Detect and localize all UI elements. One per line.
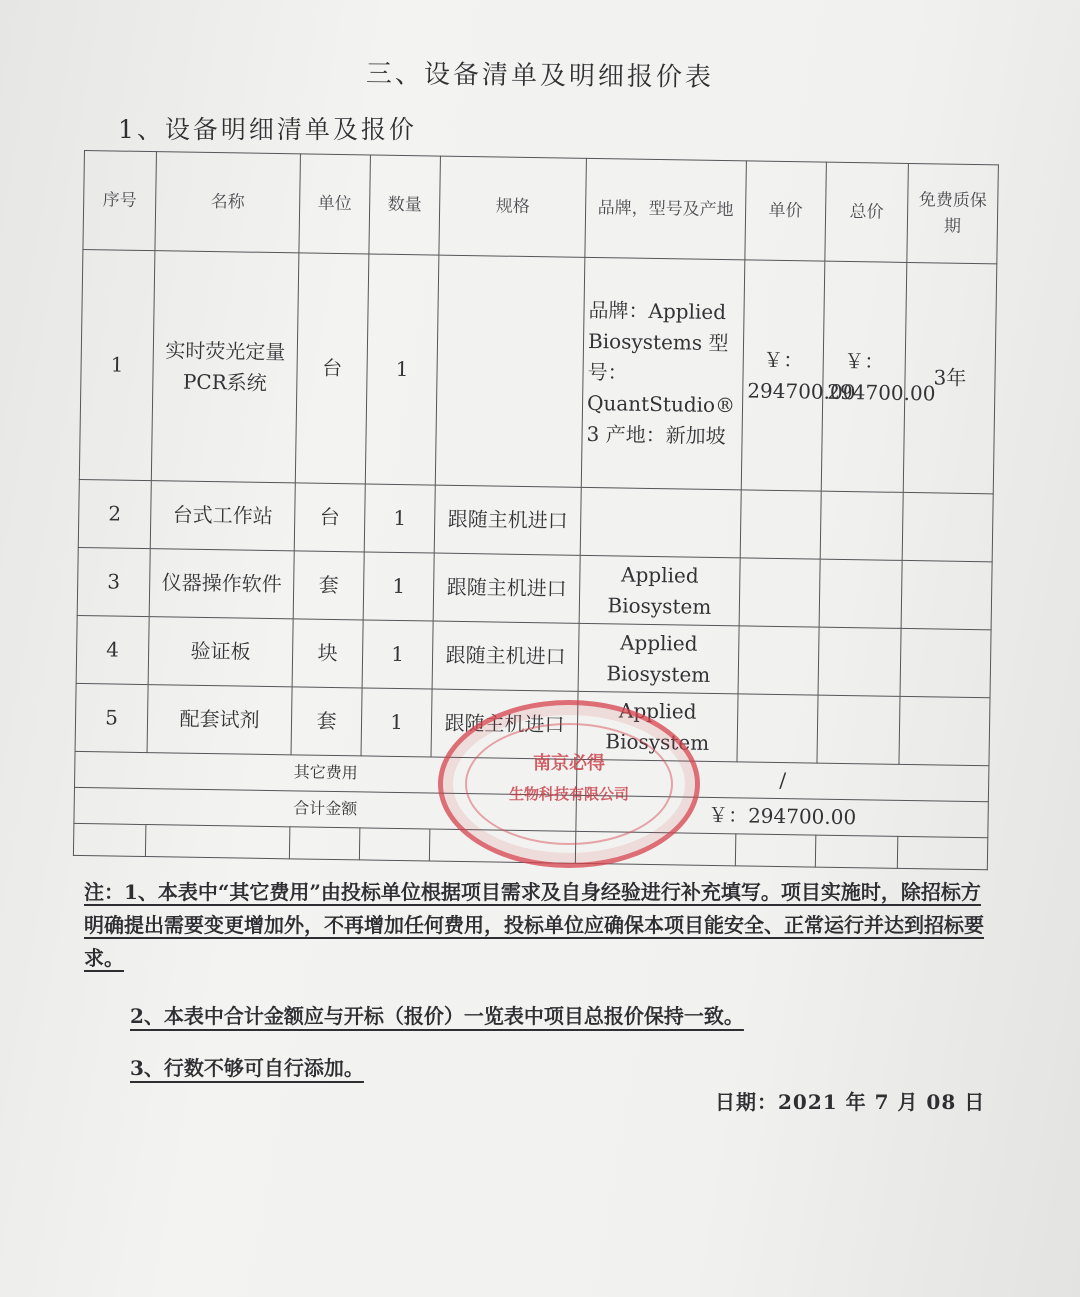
header-total-price: 总价 bbox=[825, 162, 909, 262]
cell-qty: 1 bbox=[361, 688, 432, 757]
document-date: 日期：2021 年 7 月 08 日 bbox=[715, 1090, 986, 1114]
header-no: 序号 bbox=[83, 151, 157, 251]
header-warranty: 免费质保期 bbox=[907, 163, 999, 263]
cell-total-price bbox=[820, 491, 903, 560]
cell-spec: 跟随主机进口 bbox=[431, 689, 578, 759]
quotation-table bbox=[73, 150, 999, 870]
cell-unit: 块 bbox=[292, 619, 363, 688]
cell-unit: 台 bbox=[295, 253, 369, 484]
cell-unit: 台 bbox=[294, 483, 365, 552]
header-brand: 品牌，型号及产地 bbox=[585, 158, 747, 260]
cell-name: 实时荧光定量PCR系统 bbox=[151, 251, 299, 483]
note-3: 3、行数不够可自行添加。 bbox=[130, 1056, 364, 1080]
cell-no: 2 bbox=[78, 479, 151, 548]
cell-name: 验证板 bbox=[148, 617, 293, 687]
table-header-row bbox=[83, 151, 998, 264]
cell-spec: 跟随主机进口 bbox=[434, 485, 581, 555]
seal-text-line2: 生物科技有限公司 bbox=[508, 785, 629, 803]
cell-no: 5 bbox=[75, 683, 148, 752]
cell-spec: 跟随主机进口 bbox=[432, 621, 579, 691]
header-qty: 数量 bbox=[369, 155, 441, 255]
other-fees-value: / bbox=[576, 759, 989, 801]
blank-cell bbox=[897, 836, 987, 869]
cell-qty: 1 bbox=[362, 620, 433, 689]
cell-total-price: ￥：294700.00 bbox=[821, 261, 907, 492]
header-name: 名称 bbox=[155, 152, 301, 253]
cell-warranty bbox=[900, 628, 991, 697]
cell-total-price bbox=[818, 627, 901, 696]
table-row bbox=[79, 249, 996, 493]
cell-unit-price bbox=[738, 626, 819, 695]
cell-brand: Applied Biosystem bbox=[578, 623, 739, 694]
other-fees-label: 其它费用 bbox=[74, 751, 577, 795]
total-value: ￥：294700.00 bbox=[576, 795, 989, 837]
note-1 bbox=[84, 876, 994, 975]
cell-spec: 跟随主机进口 bbox=[433, 553, 580, 623]
cell-spec bbox=[435, 255, 585, 487]
cell-brand: 品牌：Applied Biosystems 型号：QuantStudio® 3 产地：新加坡 bbox=[581, 257, 745, 489]
blank-cell bbox=[735, 834, 815, 867]
blank-cell bbox=[575, 831, 735, 866]
cell-no: 3 bbox=[77, 547, 150, 616]
blank-cell bbox=[359, 828, 429, 861]
cell-unit: 套 bbox=[291, 687, 362, 756]
cell-no: 1 bbox=[79, 249, 155, 480]
cell-qty: 1 bbox=[365, 254, 439, 485]
cell-name: 台式工作站 bbox=[150, 481, 295, 551]
cell-warranty bbox=[901, 560, 992, 629]
cell-unit-price bbox=[739, 558, 820, 627]
blank-cell bbox=[289, 827, 359, 860]
cell-brand bbox=[580, 487, 741, 558]
total-label: 合计金额 bbox=[74, 787, 577, 831]
cell-name: 配套试剂 bbox=[147, 685, 292, 755]
cell-total-price bbox=[817, 695, 900, 764]
blank-cell bbox=[815, 835, 897, 868]
document-title: 三、设备清单及明细报价表 bbox=[365, 59, 715, 93]
section-subtitle: 1、设备明细清单及报价 bbox=[118, 115, 417, 144]
cell-brand: Applied Biosystem bbox=[577, 691, 738, 762]
blank-cell bbox=[145, 825, 289, 859]
note-1-text: 注：1、本表中“其它费用”由投标单位根据项目需求及自身经验进行补充填写。项目实施时，除招标方明确提出需要变更增加外，不再增加任何费用，投标单位应确保本项目能安全、正常运行并达到招标要求。 bbox=[84, 880, 984, 970]
cell-brand: Applied Biosystem bbox=[579, 555, 740, 626]
header-unit: 单位 bbox=[299, 154, 371, 254]
cell-unit-price: ￥：294700.00 bbox=[741, 260, 825, 491]
cell-name: 仪器操作软件 bbox=[149, 549, 294, 619]
cell-warranty bbox=[902, 492, 993, 561]
seal-text-line1: 南京必得 bbox=[533, 753, 605, 774]
note-2: 2、本表中合计金额应与开标（报价）一览表中项目总报价保持一致。 bbox=[130, 1004, 744, 1028]
cell-total-price bbox=[819, 559, 902, 628]
blank-cell bbox=[73, 823, 145, 856]
cell-qty: 1 bbox=[364, 484, 435, 553]
cell-unit: 套 bbox=[293, 551, 364, 620]
blank-cell bbox=[429, 829, 575, 863]
cell-unit-price bbox=[740, 490, 821, 559]
header-spec: 规格 bbox=[439, 156, 587, 257]
cell-unit-price bbox=[737, 694, 818, 763]
cell-qty: 1 bbox=[363, 552, 434, 621]
cell-warranty bbox=[899, 696, 990, 765]
header-unit-price: 单价 bbox=[745, 161, 827, 261]
cell-warranty: 3年 bbox=[903, 262, 997, 493]
cell-no: 4 bbox=[76, 615, 149, 684]
